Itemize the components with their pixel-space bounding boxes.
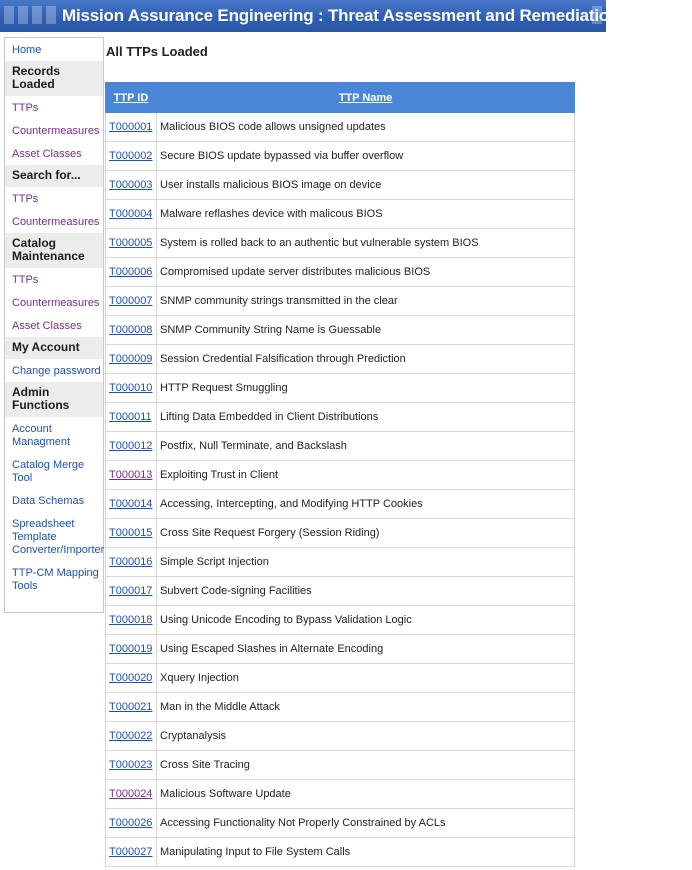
header-decoration [4, 6, 14, 24]
ttp-id-link[interactable]: T000010 [109, 382, 153, 394]
ttp-id-cell [106, 548, 157, 577]
header-decoration [32, 6, 42, 24]
sidebar-heading-my-account: My Account [5, 337, 103, 359]
table-row [106, 200, 575, 229]
ttp-id-link[interactable]: T000007 [109, 295, 153, 307]
ttp-name-cell: Accessing Functionality Not Properly Constrained by ACLs [157, 809, 575, 838]
table-row [106, 809, 575, 838]
sidebar-item-search-countermeasures[interactable]: Countermeasures [12, 216, 100, 228]
table-row [106, 142, 575, 171]
table-row [106, 693, 575, 722]
ttp-name-cell: SNMP community strings transmitted in the clear [157, 287, 575, 316]
ttp-id-cell [106, 316, 157, 345]
ttp-name-cell: Secure BIOS update bypassed via buffer overflow [157, 142, 575, 171]
table-row [106, 606, 575, 635]
sidebar-item-search-ttps[interactable]: TTPs [12, 193, 39, 205]
sidebar-item-account-management[interactable]: Account Managment [12, 423, 71, 448]
ttp-id-cell [106, 693, 157, 722]
app-header [0, 0, 692, 32]
ttp-name-cell: Malware reflashes device with malicous BIOS [157, 200, 575, 229]
ttp-id-link[interactable]: T000019 [109, 643, 153, 655]
ttp-name-cell: Simple Script Injection [157, 548, 575, 577]
table-header-row [106, 83, 575, 113]
ttp-id-cell [106, 200, 157, 229]
app-title: Mission Assurance Engineering : Threat Assessment and Remediation Analysis [62, 6, 692, 25]
table-row [106, 403, 575, 432]
ttp-id-cell [106, 519, 157, 548]
ttp-id-cell [106, 577, 157, 606]
sidebar-item-change-password[interactable]: Change password [12, 365, 101, 377]
sidebar-item-records-asset-classes[interactable]: Asset Classes [12, 148, 82, 160]
sidebar-item-catalog-asset-classes[interactable]: Asset Classes [12, 320, 82, 332]
ttp-id-cell [106, 258, 157, 287]
ttp-id-cell [106, 780, 157, 809]
ttp-id-link[interactable]: T000022 [109, 730, 153, 742]
table-row [106, 577, 575, 606]
ttp-name-cell: Cross Site Request Forgery (Session Riding) [157, 519, 575, 548]
table-row [106, 490, 575, 519]
sidebar-heading-catalog-maintenance: Catalog Maintenance [5, 233, 103, 268]
ttp-name-cell: Exploiting Trust in Client [157, 461, 575, 490]
ttp-id-link[interactable]: T000002 [109, 150, 153, 162]
ttp-id-link[interactable]: T000024 [109, 788, 153, 800]
table-row [106, 258, 575, 287]
ttp-id-link[interactable]: T000006 [109, 266, 153, 278]
ttp-id-cell [106, 838, 157, 867]
ttp-name-cell: Lifting Data Embedded in Client Distributions [157, 403, 575, 432]
ttp-id-cell [106, 374, 157, 403]
ttp-name-cell: Malicious BIOS code allows unsigned updates [157, 113, 575, 142]
ttp-id-link[interactable]: T000008 [109, 324, 153, 336]
ttp-name-cell: SNMP Community String Name is Guessable [157, 316, 575, 345]
ttp-id-link[interactable]: T000020 [109, 672, 153, 684]
ttp-id-cell [106, 171, 157, 200]
table-row [106, 838, 575, 867]
ttp-id-link[interactable]: T000026 [109, 817, 153, 829]
table-row [106, 316, 575, 345]
ttp-name-cell: Cryptanalysis [157, 722, 575, 751]
table-row [106, 171, 575, 200]
ttp-name-cell: Malicious Software Update [157, 780, 575, 809]
table-row [106, 287, 575, 316]
ttp-id-cell [106, 461, 157, 490]
table-row [106, 113, 575, 142]
table-row [106, 780, 575, 809]
ttp-id-link[interactable]: T000016 [109, 556, 153, 568]
sidebar-heading-search-for: Search for... [5, 165, 103, 187]
sidebar-heading-records-loaded: Records Loaded [5, 61, 103, 96]
sidebar-nav [4, 37, 104, 613]
ttp-id-cell [106, 635, 157, 664]
ttp-id-cell [106, 664, 157, 693]
table-row [106, 664, 575, 693]
ttp-id-cell [106, 229, 157, 258]
ttp-id-link[interactable]: T000027 [109, 846, 153, 858]
ttp-id-link[interactable]: T000012 [109, 440, 153, 452]
sidebar-item-catalog-ttps[interactable]: TTPs [12, 274, 39, 286]
ttp-id-link[interactable]: T000001 [109, 121, 153, 133]
ttp-id-link[interactable]: T000004 [109, 208, 153, 220]
column-header-ttp-id[interactable]: TTP ID [106, 83, 157, 113]
ttp-id-link[interactable]: T000003 [109, 179, 153, 191]
ttp-name-cell: Using Unicode Encoding to Bypass Validation Logic [157, 606, 575, 635]
table-row [106, 635, 575, 664]
sidebar-item-data-schemas[interactable]: Data Schemas [12, 495, 85, 507]
ttp-name-cell: Postfix, Null Terminate, and Backslash [157, 432, 575, 461]
ttp-id-cell [106, 345, 157, 374]
ttp-id-cell [106, 142, 157, 171]
sidebar-item-ttp-cm-mapping-tools[interactable]: TTP-CM Mapping Tools [12, 567, 99, 592]
ttp-id-cell [106, 432, 157, 461]
header-decoration [18, 6, 28, 24]
ttp-name-cell: System is rolled back to an authentic but vulnerable system BIOS [157, 229, 575, 258]
ttp-id-link[interactable]: T000011 [109, 411, 152, 423]
ttp-name-cell: Man in the Middle Attack [157, 693, 575, 722]
table-row [106, 722, 575, 751]
ttp-id-link[interactable]: T000013 [109, 469, 153, 481]
sidebar-item-records-countermeasures[interactable]: Countermeasures [12, 125, 100, 137]
ttp-id-cell [106, 403, 157, 432]
ttp-name-cell: Xquery Injection [157, 664, 575, 693]
table-row [106, 751, 575, 780]
sidebar-item-home[interactable]: Home [12, 44, 42, 56]
ttp-name-cell: Subvert Code-signing Facilities [157, 577, 575, 606]
ttp-id-cell [106, 809, 157, 838]
ttp-name-cell: Session Credential Falsification through Prediction [157, 345, 575, 374]
ttp-name-cell: Cross Site Tracing [157, 751, 575, 780]
ttp-name-cell: Accessing, Intercepting, and Modifying HTTP Cookies [157, 490, 575, 519]
table-row [106, 548, 575, 577]
sidebar-item-records-ttps[interactable]: TTPs [12, 102, 39, 114]
table-row [106, 229, 575, 258]
table-row [106, 374, 575, 403]
ttp-name-cell: User installs malicious BIOS image on device [157, 171, 575, 200]
ttp-id-cell [106, 113, 157, 142]
ttp-name-cell: Using Escaped Slashes in Alternate Encoding [157, 635, 575, 664]
ttp-id-cell [106, 722, 157, 751]
table-row [106, 519, 575, 548]
table-row [106, 345, 575, 374]
ttp-name-cell: Compromised update server distributes malicious BIOS [157, 258, 575, 287]
ttp-id-link[interactable]: T000018 [109, 614, 153, 626]
ttp-name-cell: HTTP Request Smuggling [157, 374, 575, 403]
ttp-id-link[interactable]: T000014 [109, 498, 153, 510]
sidebar-item-spreadsheet-converter[interactable]: Spreadsheet Template Converter/Importer [12, 518, 105, 556]
sidebar-heading-admin-functions: Admin Functions [5, 382, 103, 417]
ttp-id-link[interactable]: T000023 [109, 759, 153, 771]
ttp-id-cell [106, 606, 157, 635]
ttp-table [105, 82, 575, 867]
ttp-id-cell [106, 490, 157, 519]
column-header-ttp-name[interactable]: TTP Name [157, 83, 575, 113]
ttp-name-cell: Manipulating Input to File System Calls [157, 838, 575, 867]
sidebar-item-catalog-countermeasures[interactable]: Countermeasures [12, 297, 100, 309]
page-title: All TTPs Loaded [106, 44, 208, 59]
ttp-id-link[interactable]: T000017 [109, 585, 153, 597]
ttp-id-cell [106, 751, 157, 780]
sidebar-item-catalog-merge-tool[interactable]: Catalog Merge Tool [12, 459, 85, 484]
ttp-id-link[interactable]: T000021 [109, 701, 153, 713]
ttp-id-link[interactable]: T000005 [109, 237, 153, 249]
ttp-id-link[interactable]: T000015 [109, 527, 153, 539]
ttp-id-cell [106, 287, 157, 316]
table-row [106, 432, 575, 461]
table-row [106, 461, 575, 490]
header-decoration [46, 6, 56, 24]
ttp-id-link[interactable]: T000009 [109, 353, 153, 365]
